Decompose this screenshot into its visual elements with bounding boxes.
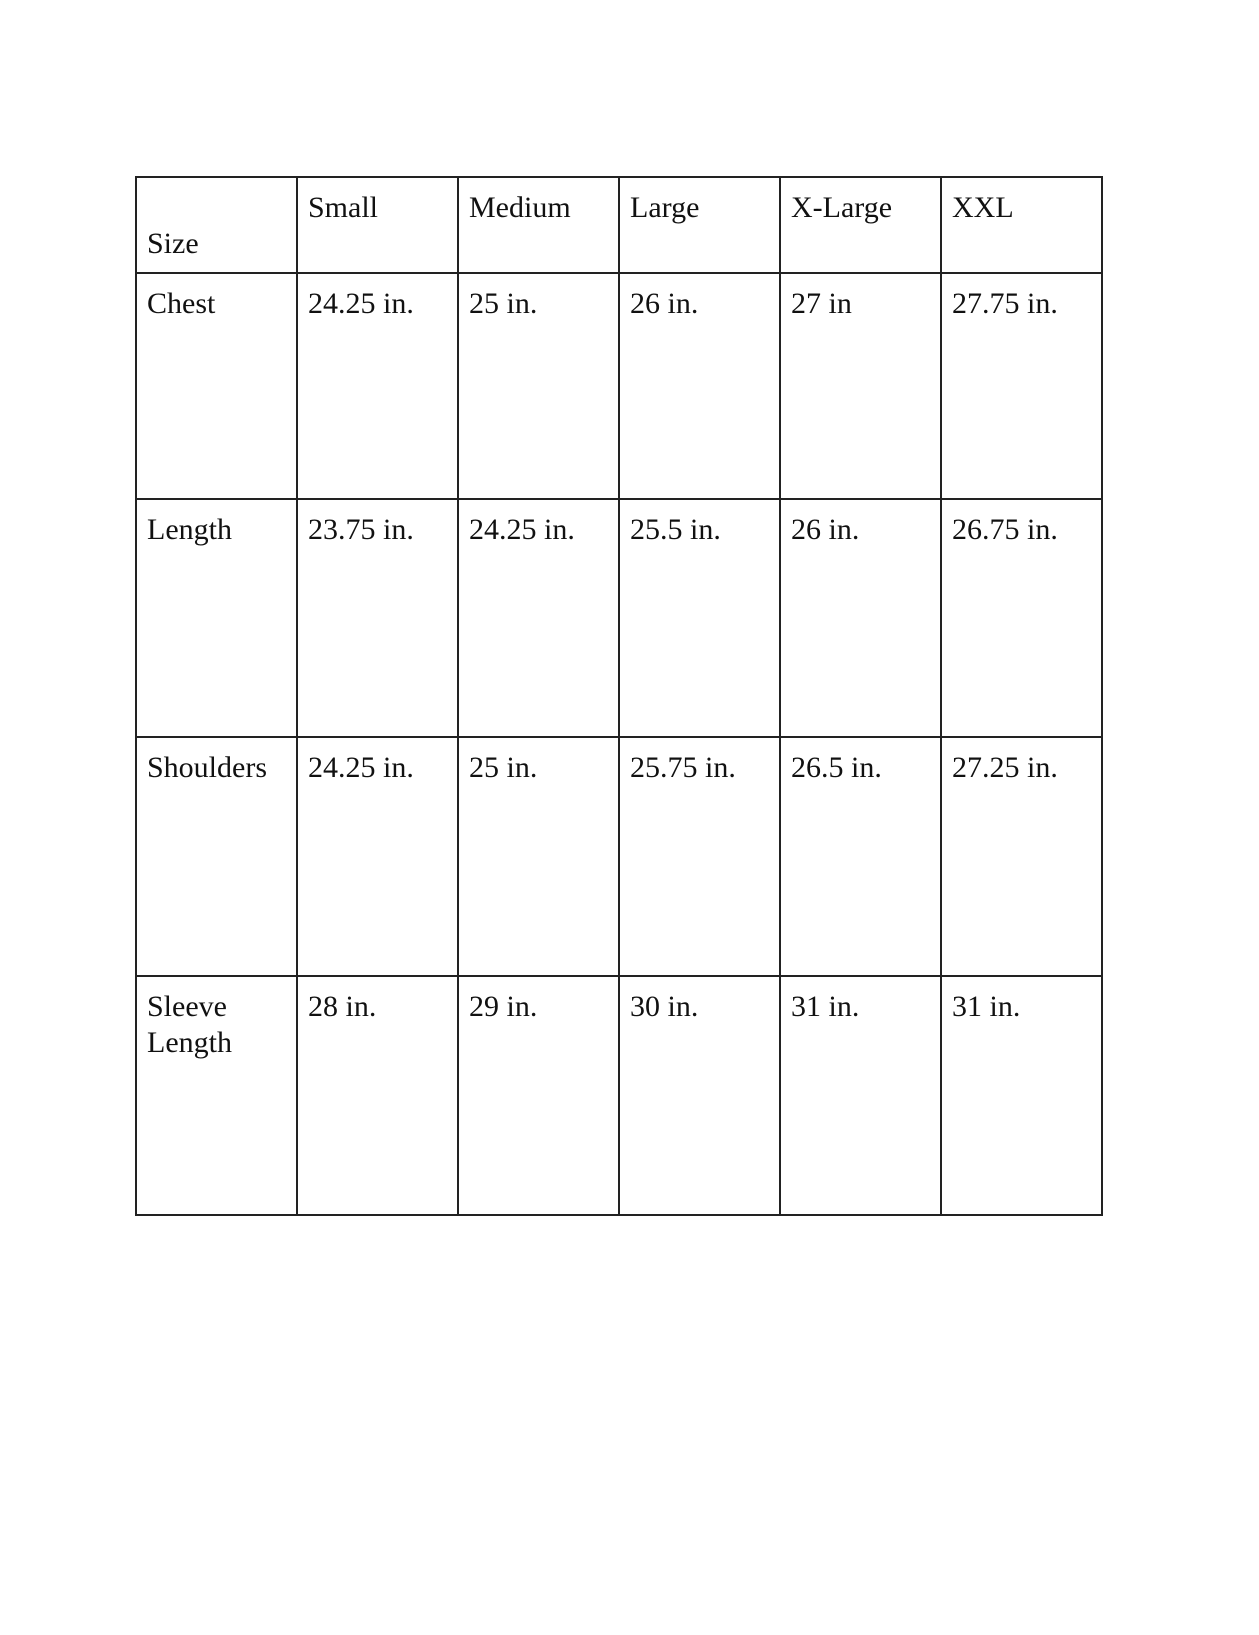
corner-header-cell: Size	[136, 177, 297, 273]
table-cell: 27.75 in.	[941, 273, 1102, 499]
table-cell: 23.75 in.	[297, 499, 458, 737]
table-cell: 31 in.	[941, 976, 1102, 1215]
table-cell: 25.75 in.	[619, 737, 780, 976]
table-cell: 30 in.	[619, 976, 780, 1215]
table-cell: 27.25 in.	[941, 737, 1102, 976]
column-header-small: Small	[297, 177, 458, 273]
table-cell: 26.75 in.	[941, 499, 1102, 737]
column-header-x-large: X-Large	[780, 177, 941, 273]
column-header-xxl: XXL	[941, 177, 1102, 273]
column-header-large: Large	[619, 177, 780, 273]
table-row	[136, 737, 1102, 976]
row-label-chest: Chest	[136, 273, 297, 499]
table-row	[136, 499, 1102, 737]
row-label-sleeve-length: Sleeve Length	[136, 976, 297, 1215]
table-cell: 24.25 in.	[297, 273, 458, 499]
table-cell: 24.25 in.	[458, 499, 619, 737]
header-row	[136, 177, 1102, 273]
table-cell: 26 in.	[619, 273, 780, 499]
table-row	[136, 976, 1102, 1215]
table-cell: 26 in.	[780, 499, 941, 737]
table-cell: 29 in.	[458, 976, 619, 1215]
table-cell: 27 in	[780, 273, 941, 499]
table-cell: 28 in.	[297, 976, 458, 1215]
table-cell: 26.5 in.	[780, 737, 941, 976]
size-chart-table	[135, 176, 1103, 1216]
row-label-shoulders: Shoulders	[136, 737, 297, 976]
column-header-medium: Medium	[458, 177, 619, 273]
table-cell: 25 in.	[458, 737, 619, 976]
table-cell: 25.5 in.	[619, 499, 780, 737]
table-cell: 25 in.	[458, 273, 619, 499]
table-cell: 31 in.	[780, 976, 941, 1215]
row-label-length: Length	[136, 499, 297, 737]
table-cell: 24.25 in.	[297, 737, 458, 976]
table-row	[136, 273, 1102, 499]
